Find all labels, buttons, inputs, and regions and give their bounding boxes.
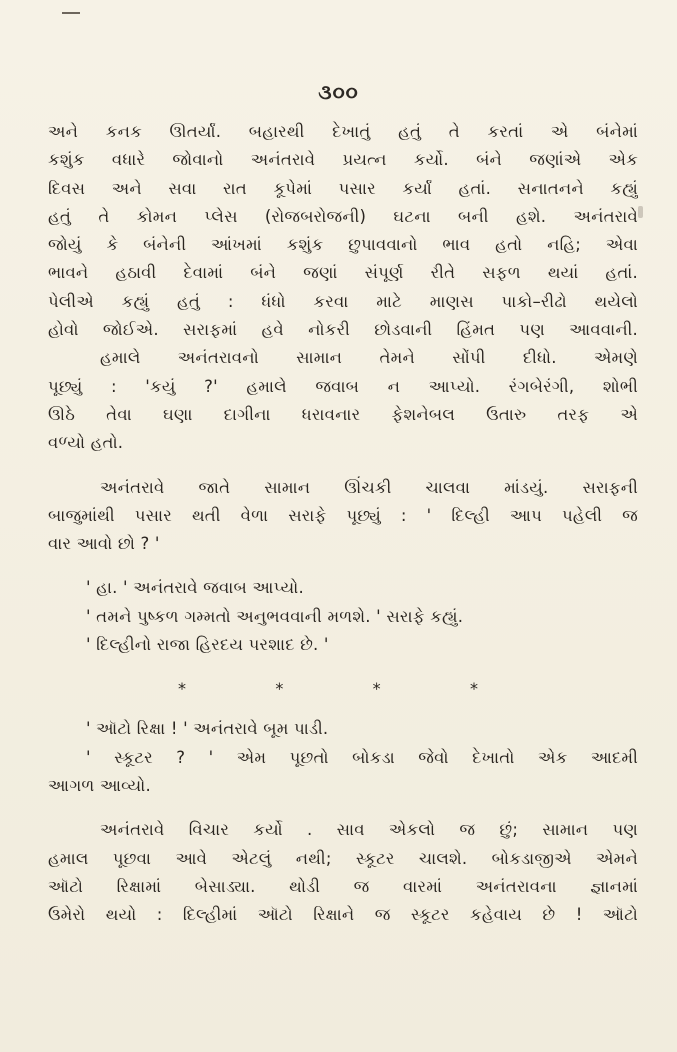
separator-star: * <box>275 679 284 699</box>
paragraph-gap <box>48 659 638 675</box>
dialogue-line: ' દિલ્હીનો રાજા હિરદય પરશાદ છે. ' <box>86 635 329 655</box>
paragraph-gap <box>48 458 638 474</box>
text-line: હમાલ પૂછવા આવે એટલું નથી; સ્કૂટર ચાલશે. બોકડાજીએ એમને <box>48 848 638 868</box>
dialogue-line: ' તમને પુષ્કળ ગમ્મતો અનુભવવાની મળશે. ' સરાફે કહ્યું. <box>86 606 464 626</box>
text-line: હમાલે અનંતરાવનો સામાન તેમને સોંપી દીધો. એમણે <box>100 348 638 368</box>
text-line: પેલીએ કહ્યું હતું : ધંધો કરવા માટે માણસ પાકો–રીઢો થયેલો <box>48 291 638 311</box>
body-text <box>48 118 638 929</box>
paper-speck <box>638 206 643 218</box>
section-separator <box>178 675 478 703</box>
text-line: હતું તે કોમન પ્લેસ (રોજબરોજની) ઘટના બની હશે. અનંતરાવે <box>48 206 638 226</box>
dialogue-line: ' હા. ' અનંતરાવે જવાબ આપ્યો. <box>86 578 304 598</box>
text-line: ભાવને હઠાવી દેવામાં બંને જણાં સંપૂર્ણ રીતે સફળ થયાં હતાં. <box>48 263 638 283</box>
text-line: દિવસ અને સવા રાત કૂપેમાં પસાર કર્યાં હતાં. સનાતનને કહ્યું <box>48 178 638 198</box>
separator-star: * <box>469 679 478 699</box>
dialogue-line: ' ઑટો રિક્ષા ! ' અનંતરાવે બૂમ પાડી. <box>86 719 329 739</box>
separator-star: * <box>178 679 186 699</box>
text-line: વળ્યો હતો. <box>48 433 124 453</box>
paragraph-gap <box>48 703 638 715</box>
text-line: ઉમેરો થયો : દિલ્હીમાં ઑટો રિક્ષાને જ સ્કૂટર કહેવાય છે ! ઑટો <box>48 905 638 925</box>
text-line: બાજુમાંથી પસાર થતી વેળા સરાફે પૂછ્યું : ' દિલ્હી આપ પહેલી જ <box>48 505 638 525</box>
text-line: પૂછ્યું : 'કયું ?' હમાલે જવાબ ન આપ્યો. રંગબેરંગી, શોભી <box>48 376 638 396</box>
paragraph-gap <box>48 800 638 816</box>
text-line: ઑટો રિક્ષામાં બેસાડ્યા. થોડી જ વારમાં અનંતરાવના જ્ઞાનમાં <box>48 876 638 896</box>
text-line: અને કનક ઊતર્યાં. બહારથી દેખાતું હતું તે કરતાં એ બંનેમાં <box>48 122 638 141</box>
text-line: અનંતરાવે વિચાર કર્યો . સાવ એકલો જ છું; સામાન પણ <box>100 820 638 840</box>
page-edge-mark <box>62 12 80 14</box>
separator-star: * <box>372 679 381 699</box>
text-line: હોવો જોઈએ. સરાફમાં હવે નોકરી છોડવાની હિંમત પણ આવવાની. <box>48 320 638 340</box>
text-line: ' સ્કૂટર ? ' એમ પૂછતો બોકડા જેવો દેખાતો એક આદમી <box>86 747 638 767</box>
paragraph-gap <box>48 558 638 574</box>
text-line: અનંતરાવે જાતે સામાન ઊંચકી ચાલવા માંડયું. સરાફની <box>100 477 638 497</box>
page-number: ૩૦૦ <box>318 80 359 104</box>
text-line: કશુંક વધારે જોવાનો અનંતરાવે પ્રયત્ન કર્યો. બંને જણાંએ એક <box>48 150 638 170</box>
text-line: આગળ આવ્યો. <box>48 775 151 795</box>
text-line: વાર આવો છો ? ' <box>48 534 160 554</box>
text-line: ઊઠે તેવા ઘણા દાગીના ધરાવનાર ફેશનેબલ ઉતારુ તરફ એ <box>48 404 638 424</box>
text-line: જોયું કે બંનેની આંખમાં કશુંક છુપાવવાનો ભાવ હતો નહિ; એવા <box>48 235 638 255</box>
